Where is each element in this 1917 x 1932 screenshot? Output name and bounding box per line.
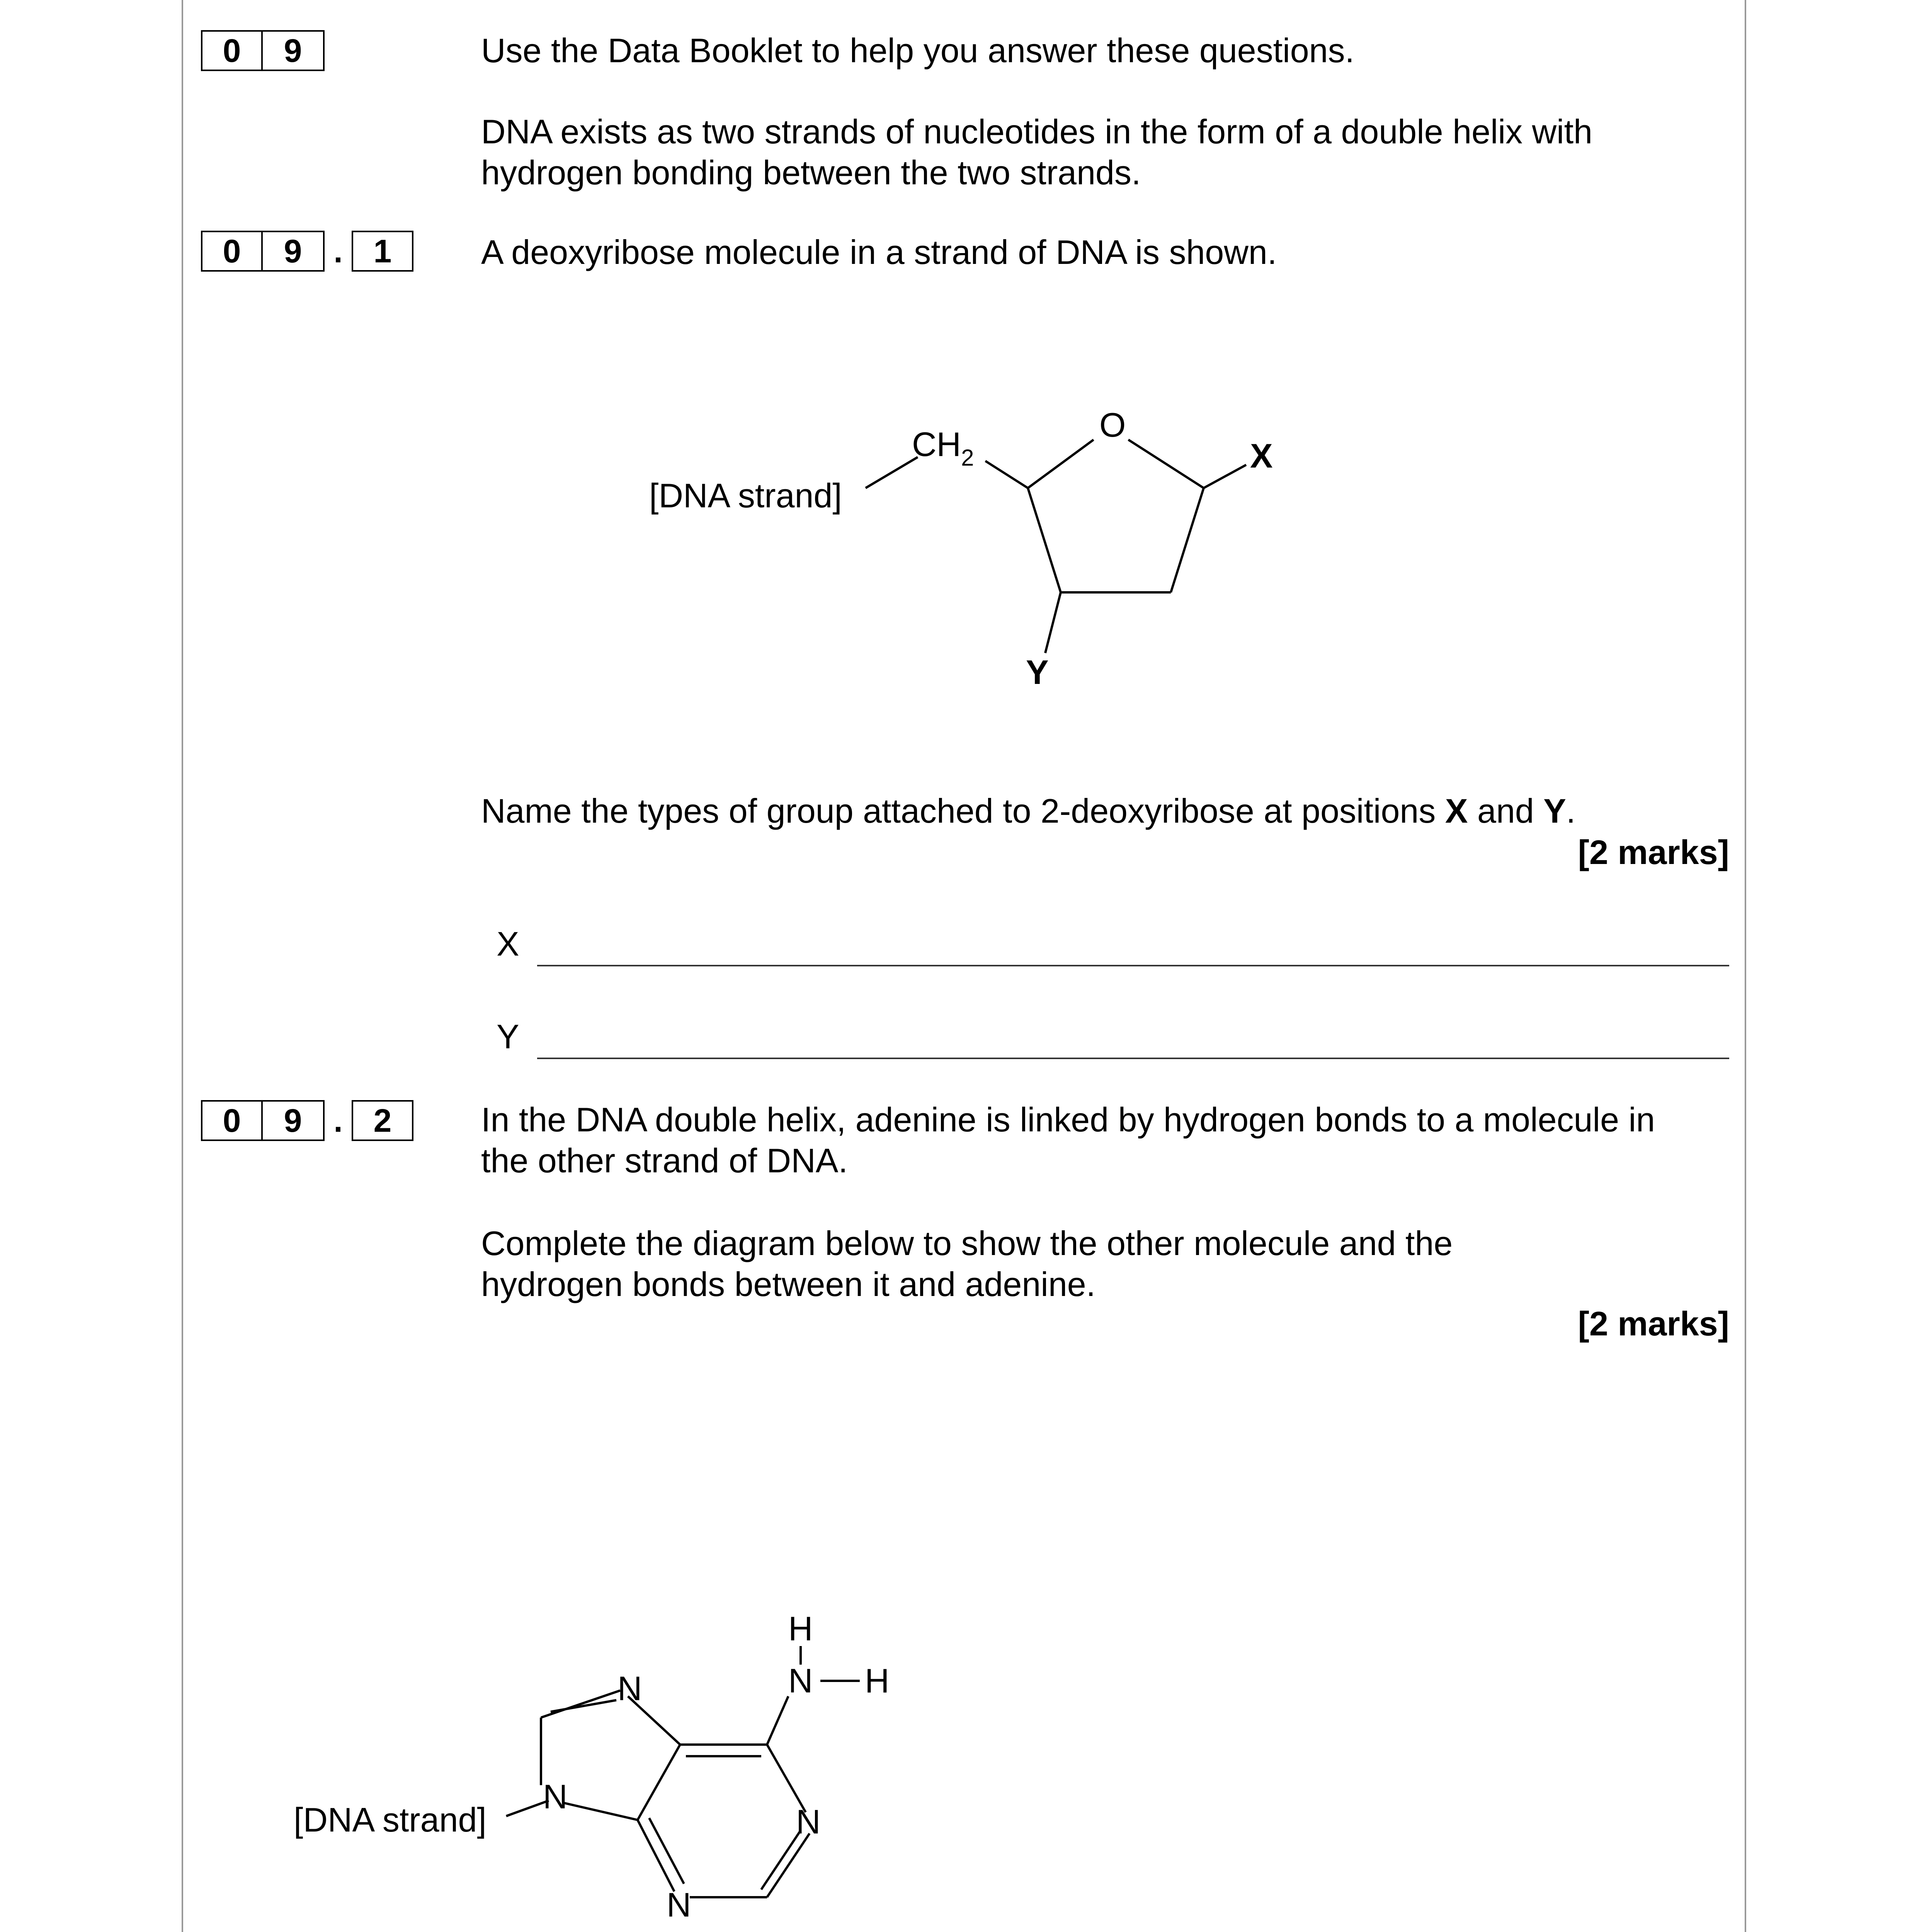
question-number-09-1 <box>201 231 413 272</box>
strand-label: [DNA strand] <box>649 476 842 515</box>
question-number-09 <box>201 30 325 71</box>
question-digit: 0 <box>201 1100 263 1141</box>
bond-c6-n1 <box>767 1745 806 1812</box>
question-statement <box>481 1099 1655 1181</box>
question-part: 1 <box>352 231 413 272</box>
question-instruction <box>481 1223 1453 1305</box>
strand-label: [DNA strand] <box>294 1801 486 1839</box>
atom-h-right: H <box>865 1662 890 1700</box>
marks-label: [2 marks] <box>1578 833 1729 871</box>
answer-y-line[interactable] <box>537 1058 1729 1059</box>
bond-o-c1 <box>1128 440 1204 488</box>
prompt-y: Y <box>1543 792 1566 830</box>
question-context <box>481 111 1592 193</box>
adenine-diagram <box>270 1584 927 1932</box>
atom-h-top: H <box>788 1609 813 1648</box>
bond-c3-y <box>1045 592 1061 653</box>
prompt-and: and <box>1468 792 1544 830</box>
ch2-subscript: 2 <box>961 445 974 471</box>
bond-c8-n7 <box>541 1690 620 1718</box>
bond-ch2-c4 <box>985 461 1028 488</box>
ch2-label <box>912 425 974 471</box>
position-y-label: Y <box>1026 653 1049 691</box>
atom-n1: N <box>796 1803 821 1841</box>
position-x-label: X <box>1250 437 1273 475</box>
statement-line: the other strand of DNA. <box>481 1141 848 1180</box>
instruction-line: hydrogen bonds between it and adenine. <box>481 1265 1096 1303</box>
prompt-end: . <box>1566 792 1576 830</box>
question-digit: 9 <box>263 231 325 272</box>
bond-c1-c2 <box>1171 488 1204 592</box>
instruction-line: Complete the diagram below to show the other molecule and the <box>481 1224 1453 1262</box>
context-line: hydrogen bonding between the two strands. <box>481 153 1141 192</box>
atom-n3: N <box>667 1886 691 1924</box>
atom-amino-n: N <box>788 1662 813 1700</box>
question-prompt <box>481 791 1575 832</box>
question-statement: A deoxyribose molecule in a strand of DNA is shown. <box>481 233 1277 271</box>
bond-n1-c2 <box>767 1833 810 1897</box>
prompt-text: Name the types of group attached to 2-deoxyribose at positions <box>481 792 1445 830</box>
bond-c4-c5 <box>638 1745 680 1820</box>
bond-strand-n9 <box>506 1801 549 1816</box>
bond-c4-c3 <box>1028 488 1061 592</box>
bond-c4-o <box>1028 440 1094 488</box>
question-digit: 0 <box>201 231 263 272</box>
question-digit: 9 <box>263 30 325 71</box>
prompt-x: X <box>1445 792 1468 830</box>
context-line: DNA exists as two strands of nucleotides in the form of a double helix with <box>481 112 1593 151</box>
question-digit: 9 <box>263 1100 325 1141</box>
bond-c6-n <box>767 1696 788 1745</box>
question-number-09-2 <box>201 1100 413 1141</box>
atom-n9: N <box>543 1777 568 1816</box>
question-intro: Use the Data Booklet to help you answer these questions. <box>481 31 1355 70</box>
answer-y-label: Y <box>497 1017 519 1056</box>
page-frame-left <box>182 0 183 1932</box>
bond-c4-n9 <box>562 1803 638 1820</box>
question-dot: . <box>333 1102 343 1139</box>
answer-x-line[interactable] <box>537 965 1729 966</box>
page-frame-right <box>1745 0 1746 1932</box>
deoxyribose-diagram <box>580 379 1314 746</box>
bond-c1-x <box>1204 465 1246 488</box>
bond-n1-c2-double <box>761 1832 800 1889</box>
question-part: 2 <box>352 1100 413 1141</box>
statement-line: In the DNA double helix, adenine is linked by hydrogen bonds to a molecule in <box>481 1100 1655 1139</box>
ring-oxygen-label: O <box>1099 406 1126 444</box>
atom-n7: N <box>617 1669 642 1708</box>
marks-label: [2 marks] <box>1578 1304 1729 1343</box>
ch2-text: CH <box>912 425 961 463</box>
question-digit: 0 <box>201 30 263 71</box>
question-dot: . <box>333 233 343 269</box>
bond-strand-ch2 <box>866 457 918 488</box>
answer-x-label: X <box>497 925 519 963</box>
